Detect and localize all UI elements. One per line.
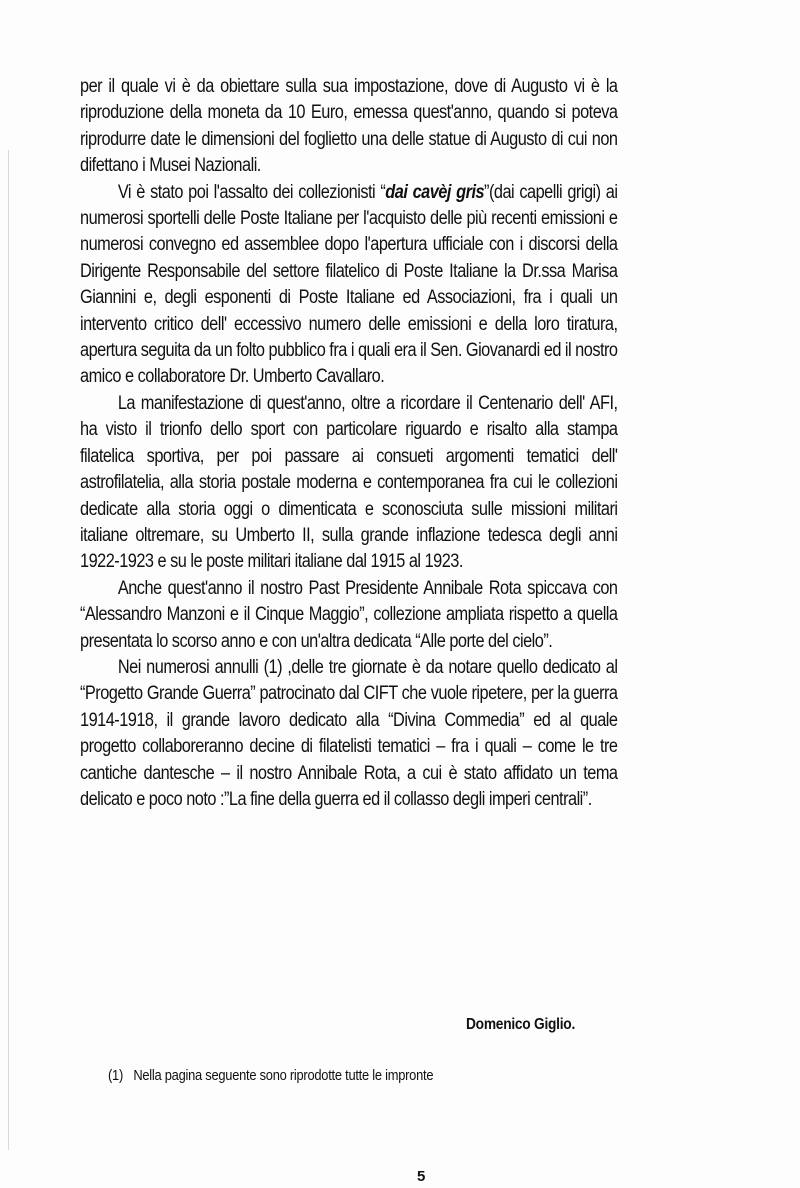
paragraph-5: Nei numerosi annulli (1) ,delle tre giornate è da notare quello dedicato al “Progetto Grande Guerra” patrocinato dal CIFT che vuole ripetere, per la guerra 1914-1918, il grande lavoro dedicato alla “Divina Commedia” ed al quale progetto collaboreranno decine di filatelisti tematici – fra i quali – come le tre cantiche dantesche – il nostro Annibale Rota, a cui è stato affidato un tema delicato e poco noto :”La fine della guerra ed il collasso degli imperi centrali”.: [80, 656, 618, 810]
footnote-text: Nella pagina seguente sono riprodotte tutte le impronte: [133, 1067, 434, 1084]
paragraph-3: La manifestazione di quest'anno, oltre a ricordare il Centenario dell' AFI, ha visto il trionfo dello sport con particolare riguardo e risalto alla stampa filatelica sportiva, per poi passare ai consueti argomenti tematici dell' astrofilatelia, alla storia postale moderna e contemporanea fra cui le collezioni dedicate alla storia oggi o dimenticata e sconosciuta sulle missioni militari italiane oltremare, su Umberto II, sulla grande inflazione tedesca degli anni 1922-1923 e su le poste militari italiane dal 1915 al 1923.: [80, 392, 618, 573]
page-number: 5: [417, 1168, 426, 1185]
paragraph-2: [80, 180, 618, 391]
article-body: [80, 74, 618, 813]
paragraph-4: Anche quest'anno il nostro Past Presidente Annibale Rota spiccava con “Alessandro Manzoni e il Cinque Maggio”, collezione ampliata rispetto a quella presentata lo scorso anno e con un'altra dedicata “Alle porte del cielo”.: [80, 577, 618, 652]
paragraph-2-emphasis: dai cavèj gris: [385, 181, 485, 203]
footnote-mark: (1): [108, 1067, 123, 1084]
footnote: [108, 1067, 433, 1084]
paragraph-2-before: Vi è stato poi l'assalto dei collezionisti “: [117, 181, 386, 203]
paragraph-2-after: ”(dai capelli grigi) ai numerosi sportelli delle Poste Italiane per l'acquisto delle più recenti emissioni e numerosi convegno ed assemblee dopo l'apertura ufficiale con i discorsi della Dirigente Responsabile del settore filatelico di Poste Italiane la Dr.ssa Marisa Giannini e, degli esponenti di Poste Italiane ed Associazioni, fra i quali un intervento critico dell' eccessivo numero delle emissioni e della loro tiratura, apertura seguita da un folto pubblico fra i quali era il Sen. Giovanardi ed il nostro amico e collaboratore Dr. Umberto Cavallaro.: [80, 181, 618, 388]
paragraph-1: per il quale vi è da obiettare sulla sua impostazione, dove di Augusto vi è la riproduzione della moneta da 10 Euro, emessa quest'anno, quando si poteva riprodurre date le dimensioni del foglietto una delle statue di Augusto di cui non difettano i Musei Nazionali.: [80, 76, 618, 177]
author-signature: Domenico Giglio.: [466, 1016, 576, 1033]
scan-edge-line: [8, 150, 9, 1150]
